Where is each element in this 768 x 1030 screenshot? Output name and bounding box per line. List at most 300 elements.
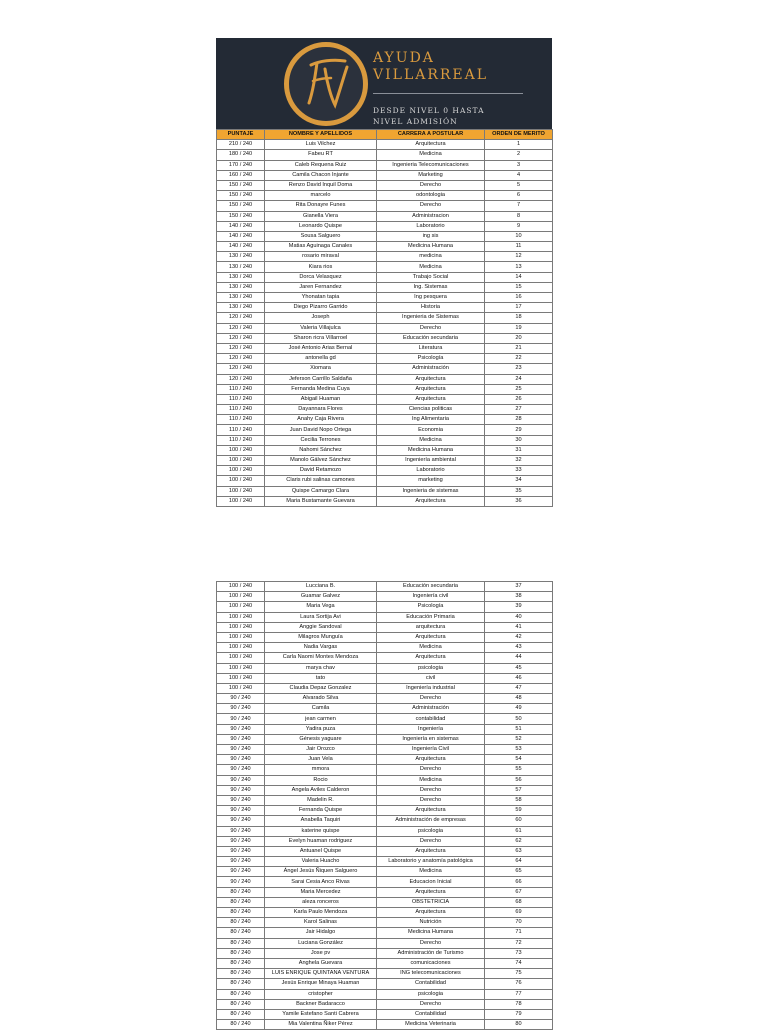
career-cell: Medicina — [377, 150, 485, 160]
score-cell: 130 / 240 — [217, 282, 265, 292]
name-cell: Jeferson Carrillo Saldaña — [265, 374, 377, 384]
table-row — [217, 303, 553, 313]
career-cell: Ingenieria de sistemas — [377, 486, 485, 496]
name-cell: Karol Salinas — [265, 918, 377, 928]
career-cell: Medicina — [377, 643, 485, 653]
rank-cell: 5 — [485, 180, 553, 190]
score-cell: 90 / 240 — [217, 806, 265, 816]
table-row — [217, 857, 553, 867]
name-cell: Sarai Cesia Anco Rivas — [265, 877, 377, 887]
name-cell: Yamile Estefano Santi Cabrera — [265, 1009, 377, 1019]
score-cell: 110 / 240 — [217, 394, 265, 404]
rank-cell: 68 — [485, 897, 553, 907]
rank-cell: 70 — [485, 918, 553, 928]
table-row — [217, 293, 553, 303]
score-cell: 130 / 240 — [217, 293, 265, 303]
career-cell: Ingenieria Telecomunicaciones — [377, 160, 485, 170]
rank-cell: 54 — [485, 755, 553, 765]
rank-cell: 57 — [485, 785, 553, 795]
career-cell: Arquitectura — [377, 653, 485, 663]
rank-cell: 71 — [485, 928, 553, 938]
rank-cell: 12 — [485, 252, 553, 262]
career-cell: Derecho — [377, 999, 485, 1009]
score-cell: 100 / 240 — [217, 582, 265, 592]
rank-cell: 33 — [485, 466, 553, 476]
table-row — [217, 612, 553, 622]
career-cell: Administracion — [377, 211, 485, 221]
score-cell: 90 / 240 — [217, 704, 265, 714]
name-cell: aleza ronceros — [265, 897, 377, 907]
score-cell: 100 / 240 — [217, 592, 265, 602]
name-cell: Alvarado Silva — [265, 694, 377, 704]
score-cell: 80 / 240 — [217, 897, 265, 907]
table-row — [217, 415, 553, 425]
table-header-row — [217, 130, 553, 140]
score-cell: 80 / 240 — [217, 979, 265, 989]
career-cell: Arquitectura — [377, 846, 485, 856]
table-row — [217, 979, 553, 989]
score-cell: 150 / 240 — [217, 191, 265, 201]
name-cell: Fabeu RT — [265, 150, 377, 160]
table-row — [217, 958, 553, 968]
rank-cell: 14 — [485, 272, 553, 282]
table-row — [217, 1020, 553, 1030]
name-cell: Yadira puza — [265, 724, 377, 734]
score-cell: 140 / 240 — [217, 221, 265, 231]
table-row — [217, 989, 553, 999]
table-row — [217, 836, 553, 846]
rank-cell: 44 — [485, 653, 553, 663]
name-cell: Anabella Taquiri — [265, 816, 377, 826]
score-cell: 90 / 240 — [217, 714, 265, 724]
score-cell: 90 / 240 — [217, 775, 265, 785]
rank-cell: 40 — [485, 612, 553, 622]
table-row — [217, 877, 553, 887]
rank-cell: 47 — [485, 683, 553, 693]
score-cell: 110 / 240 — [217, 415, 265, 425]
name-cell: Camila — [265, 704, 377, 714]
rank-cell: 10 — [485, 231, 553, 241]
career-cell: Arquitectura — [377, 908, 485, 918]
name-cell: antonella gd — [265, 354, 377, 364]
brand-name-line1: AYUDA — [373, 50, 435, 66]
career-cell: Administración de empresas — [377, 816, 485, 826]
name-cell: Leonardo Quispe — [265, 221, 377, 231]
score-cell: 170 / 240 — [217, 160, 265, 170]
career-cell: Arquitectura — [377, 755, 485, 765]
name-cell: Rita Donayre Funes — [265, 201, 377, 211]
table-row — [217, 714, 553, 724]
name-cell: Carla Naomi Montes Mendoza — [265, 653, 377, 663]
score-cell: 210 / 240 — [217, 140, 265, 150]
score-cell: 100 / 240 — [217, 486, 265, 496]
score-cell: 130 / 240 — [217, 272, 265, 282]
tagline-line2: NIVEL ADMISIÓN — [373, 117, 458, 126]
name-cell: Jaren Fernandez — [265, 282, 377, 292]
brand-name-line2: VILLARREAL — [373, 67, 489, 83]
rank-cell: 25 — [485, 384, 553, 394]
score-cell: 120 / 240 — [217, 313, 265, 323]
table-row — [217, 806, 553, 816]
career-cell: Ing Alimentaria — [377, 415, 485, 425]
table-row — [217, 425, 553, 435]
table-row — [217, 887, 553, 897]
name-cell: Renzo David Inquil Doma — [265, 180, 377, 190]
score-cell: 90 / 240 — [217, 867, 265, 877]
rank-cell: 77 — [485, 989, 553, 999]
score-cell: 100 / 240 — [217, 663, 265, 673]
career-cell: Arquitectura — [377, 887, 485, 897]
career-cell: comunicaciones — [377, 958, 485, 968]
score-cell: 180 / 240 — [217, 150, 265, 160]
score-cell: 100 / 240 — [217, 622, 265, 632]
table-row — [217, 170, 553, 180]
table-row — [217, 1009, 553, 1019]
table-row — [217, 918, 553, 928]
score-cell: 80 / 240 — [217, 908, 265, 918]
score-cell: 80 / 240 — [217, 969, 265, 979]
career-cell: Derecho — [377, 323, 485, 333]
name-cell: José Antonio Arias Bernal — [265, 343, 377, 353]
table-row — [217, 282, 553, 292]
rank-cell: 50 — [485, 714, 553, 724]
table-row — [217, 622, 553, 632]
rank-cell: 26 — [485, 394, 553, 404]
rank-cell: 11 — [485, 242, 553, 252]
name-cell: jean carmen — [265, 714, 377, 724]
name-cell: Dayannara Flores — [265, 405, 377, 415]
name-cell: Maria Mercedez — [265, 887, 377, 897]
table-row — [217, 180, 553, 190]
name-cell: Madelin R. — [265, 795, 377, 805]
score-cell: 100 / 240 — [217, 466, 265, 476]
name-cell: Maria Vega — [265, 602, 377, 612]
rank-cell: 48 — [485, 694, 553, 704]
table-row — [217, 231, 553, 241]
rank-cell: 62 — [485, 836, 553, 846]
name-cell: Jesús Enrique Minaya Huaman — [265, 979, 377, 989]
name-cell: Luciana González — [265, 938, 377, 948]
table-row — [217, 191, 553, 201]
table-row — [217, 435, 553, 445]
table-row — [217, 384, 553, 394]
rank-cell: 34 — [485, 476, 553, 486]
table-row — [217, 969, 553, 979]
career-cell: Arquitectura — [377, 632, 485, 642]
name-cell: Guamar Galvez — [265, 592, 377, 602]
header-rank: ORDEN DE MERITO — [485, 130, 553, 140]
career-cell: Arquitectura — [377, 394, 485, 404]
score-cell: 80 / 240 — [217, 918, 265, 928]
table-row — [217, 445, 553, 455]
rank-cell: 28 — [485, 415, 553, 425]
name-cell: David Retamozo — [265, 466, 377, 476]
career-cell: psicologia — [377, 989, 485, 999]
score-cell: 110 / 240 — [217, 384, 265, 394]
rank-cell: 38 — [485, 592, 553, 602]
table-row — [217, 846, 553, 856]
career-cell: Ing pesquera — [377, 293, 485, 303]
rank-cell: 22 — [485, 354, 553, 364]
career-cell: Ingeniería civil — [377, 592, 485, 602]
rank-cell: 29 — [485, 425, 553, 435]
rank-cell: 61 — [485, 826, 553, 836]
rank-cell: 27 — [485, 405, 553, 415]
table-row — [217, 745, 553, 755]
name-cell: Valeria Huacho — [265, 857, 377, 867]
score-cell: 100 / 240 — [217, 673, 265, 683]
name-cell: Manolo Gálvez Sánchez — [265, 456, 377, 466]
score-cell: 100 / 240 — [217, 602, 265, 612]
name-cell: Abigail Huaman — [265, 394, 377, 404]
career-cell: Economia — [377, 425, 485, 435]
table-row — [217, 704, 553, 714]
name-cell: marya chav — [265, 663, 377, 673]
header-banner — [216, 38, 552, 130]
score-cell: 80 / 240 — [217, 1009, 265, 1019]
rank-cell: 1 — [485, 140, 553, 150]
career-cell: Arquitectura — [377, 496, 485, 506]
name-cell: Maria Bustamante Guevara — [265, 496, 377, 506]
score-cell: 150 / 240 — [217, 201, 265, 211]
career-cell: Arquitectura — [377, 374, 485, 384]
rank-cell: 3 — [485, 160, 553, 170]
rank-cell: 39 — [485, 602, 553, 612]
score-cell: 90 / 240 — [217, 846, 265, 856]
career-cell: Ingeniería industrial — [377, 683, 485, 693]
name-cell: Milagros Munguía — [265, 632, 377, 642]
name-cell: Kiara rios — [265, 262, 377, 272]
name-cell: Claris rubi salinas camones — [265, 476, 377, 486]
name-cell: Génesis yaguare — [265, 734, 377, 744]
rank-cell: 55 — [485, 765, 553, 775]
name-cell: Caleb Requena Ruiz — [265, 160, 377, 170]
rank-cell: 42 — [485, 632, 553, 642]
name-cell: Anahy Caja Rivera — [265, 415, 377, 425]
rank-cell: 45 — [485, 663, 553, 673]
career-cell: Trabajo Social — [377, 272, 485, 282]
rank-cell: 32 — [485, 456, 553, 466]
name-cell: Matias Aguinaga Canales — [265, 242, 377, 252]
name-cell: Xiomara — [265, 364, 377, 374]
name-cell: LUIS ENRIQUE QUINTANA VENTURA — [265, 969, 377, 979]
name-cell: Ángel Jesús Ñiquen Salguero — [265, 867, 377, 877]
score-cell: 80 / 240 — [217, 938, 265, 948]
career-cell: Derecho — [377, 694, 485, 704]
score-cell: 80 / 240 — [217, 887, 265, 897]
career-cell: Educación secundaria — [377, 333, 485, 343]
career-cell: Nutrición — [377, 918, 485, 928]
rank-cell: 15 — [485, 282, 553, 292]
name-cell: Karla Paulo Mendoza — [265, 908, 377, 918]
header-career: CARRERA A POSTULAR — [377, 130, 485, 140]
table-row — [217, 928, 553, 938]
score-cell: 100 / 240 — [217, 632, 265, 642]
table-row — [217, 908, 553, 918]
name-cell: Claudia Depaz Gonzalez — [265, 683, 377, 693]
score-cell: 80 / 240 — [217, 999, 265, 1009]
table-row — [217, 582, 553, 592]
score-cell: 100 / 240 — [217, 612, 265, 622]
score-cell: 130 / 240 — [217, 262, 265, 272]
score-cell: 110 / 240 — [217, 425, 265, 435]
table-row — [217, 486, 553, 496]
rank-cell: 78 — [485, 999, 553, 1009]
table-row — [217, 683, 553, 693]
name-cell: Valeria Villajulca — [265, 323, 377, 333]
table-row — [217, 938, 553, 948]
career-cell: Contabilidad — [377, 1009, 485, 1019]
score-cell: 100 / 240 — [217, 496, 265, 506]
career-cell: Ingenieria de Sistemas — [377, 313, 485, 323]
rank-cell: 8 — [485, 211, 553, 221]
score-cell: 120 / 240 — [217, 323, 265, 333]
table-row — [217, 663, 553, 673]
rank-cell: 30 — [485, 435, 553, 445]
rank-cell: 76 — [485, 979, 553, 989]
table-row — [217, 592, 553, 602]
career-cell: medicina — [377, 252, 485, 262]
table-row — [217, 602, 553, 612]
career-cell: Derecho — [377, 180, 485, 190]
name-cell: Cecilia Terrones — [265, 435, 377, 445]
career-cell: Medicina — [377, 262, 485, 272]
rank-cell: 67 — [485, 887, 553, 897]
career-cell: Educación Primaria — [377, 612, 485, 622]
table-row — [217, 897, 553, 907]
score-cell: 80 / 240 — [217, 958, 265, 968]
score-cell: 120 / 240 — [217, 364, 265, 374]
name-cell: Jair Orozco — [265, 745, 377, 755]
name-cell: Gianella Viera — [265, 211, 377, 221]
divider — [373, 93, 523, 94]
name-cell: Fernanda Quispe — [265, 806, 377, 816]
career-cell: Marketing — [377, 170, 485, 180]
name-cell: Yhonatan tapia — [265, 293, 377, 303]
score-cell: 130 / 240 — [217, 303, 265, 313]
career-cell: ING telecomunicaciones — [377, 969, 485, 979]
career-cell: Arquitectura — [377, 806, 485, 816]
fv-monogram-icon — [289, 47, 363, 121]
table-row — [217, 755, 553, 765]
career-cell: Ingeniería — [377, 724, 485, 734]
rank-cell: 37 — [485, 582, 553, 592]
rank-cell: 74 — [485, 958, 553, 968]
score-cell: 150 / 240 — [217, 180, 265, 190]
name-cell: mmora — [265, 765, 377, 775]
name-cell: Fernanda Medina Cuya — [265, 384, 377, 394]
career-cell: OBSTETRICIA — [377, 897, 485, 907]
table-row — [217, 948, 553, 958]
table-row — [217, 476, 553, 486]
score-cell: 90 / 240 — [217, 826, 265, 836]
rank-cell: 18 — [485, 313, 553, 323]
name-cell: Mia Valentina Ñiker Pérez — [265, 1020, 377, 1030]
table-row — [217, 785, 553, 795]
table-row — [217, 643, 553, 653]
career-cell: Derecho — [377, 765, 485, 775]
name-cell: cristopher — [265, 989, 377, 999]
table-row — [217, 221, 553, 231]
career-cell: Arquitectura — [377, 384, 485, 394]
score-cell: 80 / 240 — [217, 989, 265, 999]
score-cell: 100 / 240 — [217, 456, 265, 466]
career-cell: Derecho — [377, 795, 485, 805]
score-cell: 90 / 240 — [217, 836, 265, 846]
score-cell: 90 / 240 — [217, 755, 265, 765]
table-row — [217, 456, 553, 466]
name-cell: katerine quispe — [265, 826, 377, 836]
table-row — [217, 140, 553, 150]
rank-cell: 20 — [485, 333, 553, 343]
rank-cell: 4 — [485, 170, 553, 180]
header-name: NOMBRE Y APELLIDOS — [265, 130, 377, 140]
score-cell: 90 / 240 — [217, 745, 265, 755]
rank-cell: 65 — [485, 867, 553, 877]
career-cell: Ciencias politicas — [377, 405, 485, 415]
table-row — [217, 673, 553, 683]
name-cell: Backner Badaracco — [265, 999, 377, 1009]
rank-cell: 51 — [485, 724, 553, 734]
table-row — [217, 394, 553, 404]
rank-cell: 9 — [485, 221, 553, 231]
rank-cell: 41 — [485, 622, 553, 632]
name-cell: Camila Chacon Injante — [265, 170, 377, 180]
career-cell: Ingeniería en sistemas — [377, 734, 485, 744]
rank-cell: 2 — [485, 150, 553, 160]
score-cell: 100 / 240 — [217, 445, 265, 455]
rank-cell: 49 — [485, 704, 553, 714]
score-cell: 120 / 240 — [217, 354, 265, 364]
name-cell: Dorca Velasquez — [265, 272, 377, 282]
table-row — [217, 323, 553, 333]
career-cell: Administración de Turismo — [377, 948, 485, 958]
score-cell: 90 / 240 — [217, 724, 265, 734]
career-cell: psicologia — [377, 663, 485, 673]
name-cell: rosario miraval — [265, 252, 377, 262]
score-cell: 160 / 240 — [217, 170, 265, 180]
career-cell: Laboratorio y anatomía patológica — [377, 857, 485, 867]
header-score: PUNTAJE — [217, 130, 265, 140]
rank-cell: 43 — [485, 643, 553, 653]
rank-cell: 73 — [485, 948, 553, 958]
career-cell: Psicología — [377, 602, 485, 612]
table-row — [217, 775, 553, 785]
score-cell: 90 / 240 — [217, 816, 265, 826]
career-cell: Educacion Inicial — [377, 877, 485, 887]
rank-cell: 75 — [485, 969, 553, 979]
career-cell: Ingeniería ambiental — [377, 456, 485, 466]
score-cell: 90 / 240 — [217, 857, 265, 867]
name-cell: tato — [265, 673, 377, 683]
career-cell: contabilidad — [377, 714, 485, 724]
name-cell: Rocio — [265, 775, 377, 785]
career-cell: odontologia — [377, 191, 485, 201]
score-cell: 140 / 240 — [217, 242, 265, 252]
score-cell: 110 / 240 — [217, 405, 265, 415]
career-cell: civil — [377, 673, 485, 683]
score-cell: 110 / 240 — [217, 435, 265, 445]
score-cell: 100 / 240 — [217, 683, 265, 693]
career-cell: Medicina — [377, 775, 485, 785]
table-row — [217, 734, 553, 744]
career-cell: Medicina Humana — [377, 445, 485, 455]
career-cell: Laboratorio — [377, 221, 485, 231]
rank-cell: 53 — [485, 745, 553, 755]
rank-cell: 19 — [485, 323, 553, 333]
rank-cell: 17 — [485, 303, 553, 313]
rank-cell: 52 — [485, 734, 553, 744]
